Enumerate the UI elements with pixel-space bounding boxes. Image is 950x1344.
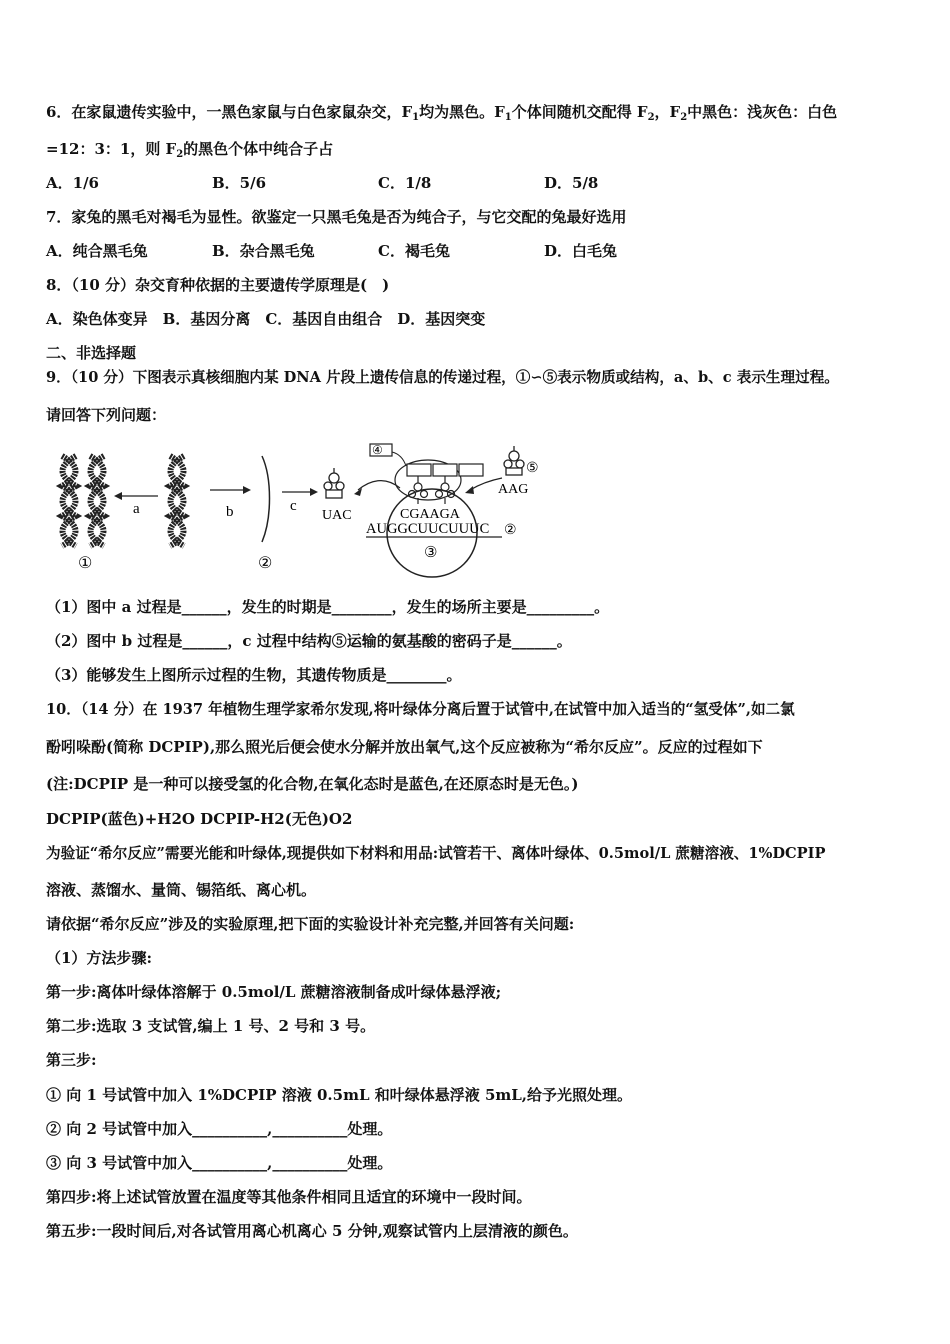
arrow-b [210,486,251,494]
q9-sub3: （3）能够发生上图所示过程的生物，其遗传物质是________。 [46,666,462,684]
q6-text: =12：3：1，则 F [46,140,177,158]
q6-text: 个体间随机交配得 F [511,103,648,121]
circle-label-2: ② [258,555,273,572]
circle-label-4: ④ [372,443,383,457]
q10-line3: (注:DCPIP 是一种可以接受氢的化合物,在氧化态时是蓝色,在还原态时是无色。) [46,775,579,793]
label-b: b [226,504,234,520]
q10-line15: 第四步:将上述试管放置在温度等其他条件相同且适宜的环境中一段时间。 [46,1188,532,1206]
arrow-a [114,492,158,500]
subscript: 1 [504,112,512,123]
q6-text: ，F [654,103,681,121]
label-a: a [133,501,140,517]
arrow-c [282,488,318,496]
q6-text: 的黑色个体中纯合子占 [183,140,334,158]
subscript: 2 [647,112,655,123]
q6-stem-line1 [46,102,837,122]
q8-options: A．染色体变异 B．基因分离 C．基因自由组合 D．基因突变 [46,310,486,328]
q10-line9: 第一步:离体叶绿体溶解于 0.5mol/L 蔗糖溶液制备成叶绿体悬浮液; [46,983,502,1001]
q7-option-a[interactable]: A．纯合黑毛兔 [46,242,148,260]
q9-stem-line1: 9．（10 分）下图表示真核细胞内某 DNA 片段上遗传信息的传递过程，①∽⑤表示物质或结构，a、b、c 表示生理过程。 [46,369,839,386]
amino-acid [459,464,483,476]
subscript: 1 [412,112,420,123]
anticodons-cgaaga: CGAAGA [400,507,460,522]
q6-text: 中黑色：浅灰色：白色 [687,103,838,121]
q8-stem: 8．（10 分）杂交育种依据的主要遗传学原理是( ) [46,276,390,294]
q10-line12: ① 向 1 号试管中加入 1%DCPIP 溶液 0.5mL 和叶绿体悬浮液 5mL,给予光照处理。 [46,1086,633,1104]
q10-line10: 第二步:选取 3 支试管,编上 1 号、2 号和 3 号。 [46,1017,376,1035]
circle-label-2b: ② [504,523,517,538]
q10-line13: ② 向 2 号试管中加入__________,__________处理。 [46,1120,393,1138]
circle-label-1: ① [78,555,93,572]
q10-line14: ③ 向 3 号试管中加入__________,__________处理。 [46,1154,393,1172]
q10-line8: （1）方法步骤: [46,949,152,967]
q10-line2: 酚吲哚酚(简称 DCPIP),那么照光后便会使水分解并放出氧气,这个反应被称为“希尔反应”。反应的过程如下 [46,738,763,756]
mrna-strand [262,456,270,542]
q10-line7: 请依据“希尔反应”涉及的实验原理,把下面的实验设计补充完整,并回答有关问题: [46,915,575,933]
transcription-translation-diagram [40,438,540,588]
q10-line6: 溶液、蒸馏水、量筒、锡箔纸、离心机。 [46,881,317,899]
circle-label-3: ③ [424,545,438,561]
dna-double-helix-pair [62,456,104,546]
circle-label-5: ⑤ [526,461,539,476]
trna-released [324,468,344,498]
q9-stem-line2: 请回答下列问题： [46,406,167,424]
anticodon-aag: AAG [498,482,529,497]
q6-text: 均为黑色。F [419,103,505,121]
q10-line4: DCPIP(蓝色)+H2O DCPIP-H2(无色)O2 [46,810,353,828]
anticodon-uac: UAC [322,508,352,523]
q6-options [46,173,598,193]
q10-line5: 为验证“希尔反应”需要光能和叶绿体,现提供如下材料和用品:试管若干、离体叶绿体、0.5mol/L 蔗糖溶液、1%DCPIP [46,845,826,862]
q9-sub1: （1）图中 a 过程是______，发生的时期是________，发生的场所主要是_________。 [46,598,610,616]
q6-option-d[interactable]: D．5/8 [544,174,599,192]
q6-option-b[interactable]: B．5/6 [212,174,267,192]
q6-option-a[interactable]: A．1/6 [46,174,99,192]
q7-option-c[interactable]: C．褐毛兔 [378,242,450,260]
mrna-sequence: AUGGCUUCUUUC [366,521,490,537]
release-arrow [358,481,400,490]
amino-acid [407,464,431,476]
q6-text: 6．在家鼠遗传实验中，一黑色家鼠与白色家鼠杂交，F [46,103,413,121]
q10-line11: 第三步: [46,1051,97,1069]
q7-option-b[interactable]: B．杂合黑毛兔 [212,242,315,260]
q10-line1: 10．（14 分）在 1937 年植物生理学家希尔发现,将叶绿体分离后置于试管中,在试管中加入适当的“氢受体”,如二氯 [46,701,795,718]
q9-sub2: （2）图中 b 过程是______，c 过程中结构⑤运输的氨基酸的密码子是______。 [46,632,572,650]
q6-stem-line2 [46,139,333,159]
label-c: c [290,498,297,514]
q6-option-c[interactable]: C．1/8 [378,174,432,192]
subscript: 2 [176,149,184,160]
dna-double-helix-single [170,456,184,546]
subscript: 2 [680,112,688,123]
section-heading: 二、非选择题 [46,344,137,362]
q7-stem: 7．家兔的黑毛对褐毛为显性。欲鉴定一只黑毛兔是否为纯合子，与它交配的兔最好选用 [46,208,627,226]
q7-options [46,241,617,261]
q7-option-d[interactable]: D．白毛兔 [544,242,618,260]
q10-line16: 第五步:一段时间后,对各试管用离心机离心 5 分钟,观察试管内上层清液的颜色。 [46,1222,578,1240]
amino-acid [433,464,457,476]
trna-incoming [504,446,524,475]
